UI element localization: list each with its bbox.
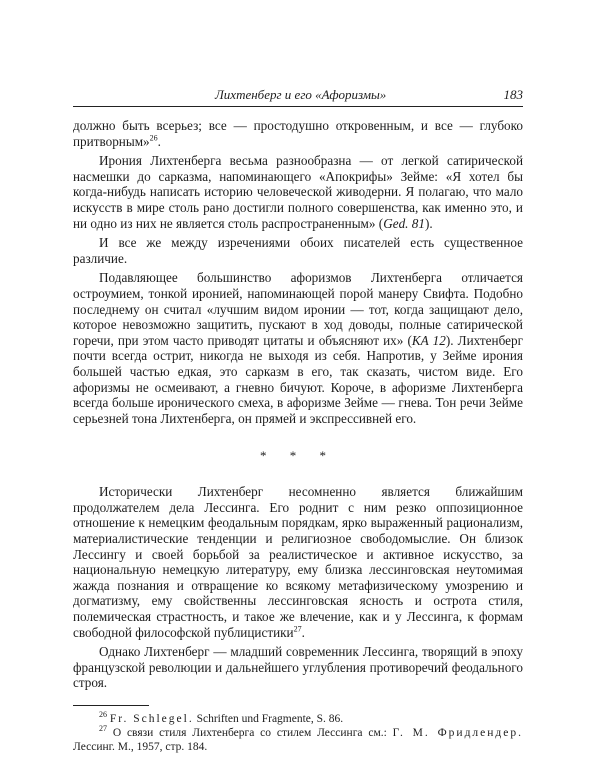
paragraph-6: Однако Лихтенберг — младший современник Лессинга, творящий в эпоху французской революции и дальнейшего углубления противоречий феодального строя. bbox=[73, 644, 523, 691]
footnote-26 bbox=[73, 712, 523, 726]
paragraph-2 bbox=[73, 153, 523, 231]
paragraph-2-text-b: ). bbox=[424, 215, 433, 231]
footnote-26-number: 26 bbox=[99, 710, 107, 720]
paragraph-3: И все же между изречениями обоих писателей есть существенное различие. bbox=[73, 235, 523, 266]
citation-ged-81: Ged. 81 bbox=[383, 215, 425, 231]
paragraph-1-text: должно быть всерьез; все — простодушно откровенным, и все — глубоко притворным» bbox=[73, 118, 523, 149]
footnote-26-author: Fr. Schlegel. bbox=[109, 713, 194, 725]
section-separator: * * * bbox=[260, 448, 336, 464]
page-number: 183 bbox=[503, 87, 523, 102]
footnote-27 bbox=[73, 726, 523, 754]
footnote-ref-26: 26 bbox=[149, 133, 158, 143]
footnote-27-text-a: О связи стиля Лихтенберга со стилем Лессинга см.: bbox=[112, 727, 387, 739]
footnote-26-text: Schriften und Fragmente, S. 86. bbox=[196, 713, 344, 725]
paragraph-2-text-a: Ирония Лихтенберга весьма разнообразна — от легкой сатирической насмешки до сарказма, напоминающего «Апокрифы» Зейме: «Я хотел бы когда-нибудь написать историю человеческой живодерни. Я полагаю, что мало искусств в мире столь рано достигли полного совершенства, как именно это, и ни одно из них не является столь распространенным» ( bbox=[73, 153, 523, 231]
footnote-27-author: Г. М. Фридлендер. bbox=[392, 727, 524, 739]
footnote-divider bbox=[73, 705, 149, 706]
paragraph-4-text-a: Подавляющее большинство афоризмов Лихтенберга отличается остроумием, тонкой иронией, напоминающей порой манеру Свифта. Подобно последнему он считал «лучшим видом иронии — тот, когда защищают дело, которое невозможно защитить, пускают в ход доводы, полные сатирической горечи, при этом часто приводят цитаты и объясняют их» ( bbox=[73, 270, 523, 348]
footnote-27-text-b: Лессинг. М., 1957, стр. 184. bbox=[73, 741, 208, 753]
running-header bbox=[73, 84, 523, 107]
citation-ka-12: KA 12 bbox=[411, 332, 446, 348]
paragraph-4-text-b: ). Лихтенберг почти всегда острит, никогда не выходя из себя. Напротив, у Зейме ирония большей частью едкая, это сарказм в его, так сказать, чистом виде. Его афоризмы не осмеивают, а гневно бичуют. Короче, в афоризме Лихтенберга всегда больше иронического смеха, в афоризме Зейме — гнева. Тон речи Зейме серьезней тона Лихтенберга, он прямей и экспрессивней его. bbox=[73, 332, 523, 426]
paragraph-4 bbox=[73, 270, 523, 426]
paragraph-5: Исторически Лихтенберг несомненно является ближайшим продолжателем дела Лессинга. Его роднит с ним резко оппозиционное отношение к немецким феодальным порядкам, ярко выраженный рационализм, материалистические тенденции и религиозное свободомыслие. Он близок Лессингу и своей борьбой за реалистическое и активное искусство, за национальную немецкую литературу, ему близка лессинговская неутомимая жажда познания и отвращение ко всякому метафизическому умозрению и догматизму, ему свойственны лессинговская ясность и острота стиля, полемическая страстность, и такое же влечение, как и у Лессинга, к формам свободной философской публицистики$^{27}$. bbox=[73, 484, 523, 640]
paragraph-1: должно быть всерьез; все — простодушно откровенным, и все — глубоко притворным»$^{26}$. bbox=[73, 118, 523, 149]
footnote-27-number: 27 bbox=[99, 724, 107, 734]
running-title: Лихтенберг и его «Афоризмы» bbox=[215, 87, 387, 102]
paragraph-5-text: Исторически Лихтенберг несомненно является ближайшим продолжателем дела Лессинга. Его роднит с ним резко оппозиционное отношение к немецким феодальным порядкам, ярко выраженный рационализм, материалистические тенденции и религиозное свободомыслие. Он близок Лессингу и своей борьбой за реалистическое и активное искусство, за национальную немецкую литературу, ему близка лессинговская неутомимая жажда познания и отвращение ко всякому метафизическому умозрению и догматизму, ему свойственны лессинговская ясность и острота стиля, полемическая страстность, и такое же влечение, как и у Лессинга, к формам свободной философской публицистики bbox=[73, 484, 523, 640]
footnote-ref-27: 27 bbox=[293, 624, 302, 634]
page-body bbox=[73, 118, 523, 754]
